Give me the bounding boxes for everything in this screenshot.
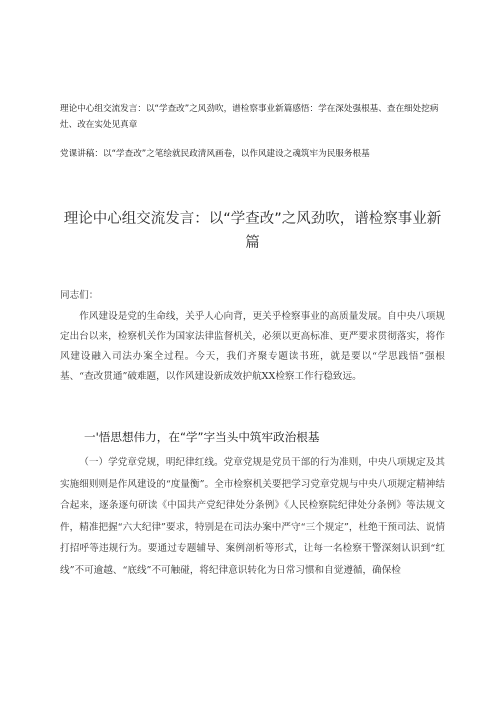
greeting: 同志们：: [60, 290, 99, 301]
intro-paragraph: 作风建设是党的生命线，关乎人心向背，更关乎检察事业的高质量发展。自中央八项规定出台以来，检察机关作为国家法律监督机关，必须以更高标准、更严要求贯彻落实，将作风建设融入司法办案全过程。今天，我们齐聚专题读书班，就是要以“学思践悟”强根基、“查改贯通”破难题，以作风建设新成效护航XX检察工作行稳致远。: [60, 311, 445, 382]
toc-entry-1: 理论中心组交流发言：以“学查改”之风劲吹，谱检察事业新篇感悟：学在深处强根基、查在细处挖病灶、改在实处见真章: [60, 104, 439, 130]
document-title: 理论中心组交流发言：以“学查改”之风劲吹，谱检察事业新篇: [63, 211, 442, 251]
toc-entry-2: 党课讲稿：以“学查改”之笔绘就民政清风画卷，以作风建设之魂筑牢为民服务根基: [60, 149, 370, 159]
section-paragraph: （一）学党章党规，明纪律红线。党章党规是党员干部的行为准则，中央八项规定及其实施细则则是作风建设的“度量衡”。全市检察机关要把学习党章党规与中央八项规定精神结合起来，逐条逐句研读《中国共产党纪律处分条例》《人民检察院纪律处分条例》等法规文件，精准把握“六大纪律”要求，特别是在司法办案中严守“三个规定”，杜绝干预司法、说情打招呼等违规行为。要通过专题辅导、案例剖析等形式，让每一名检察干警深刻认识到“红线”不可逾越、“底线”不可触碰，将纪律意识转化为日常习惯和自觉遵循，确保检: [60, 457, 445, 576]
section-heading: 一'悟思想伟力，在“学”字当头中筑牢政治根基: [84, 430, 320, 444]
